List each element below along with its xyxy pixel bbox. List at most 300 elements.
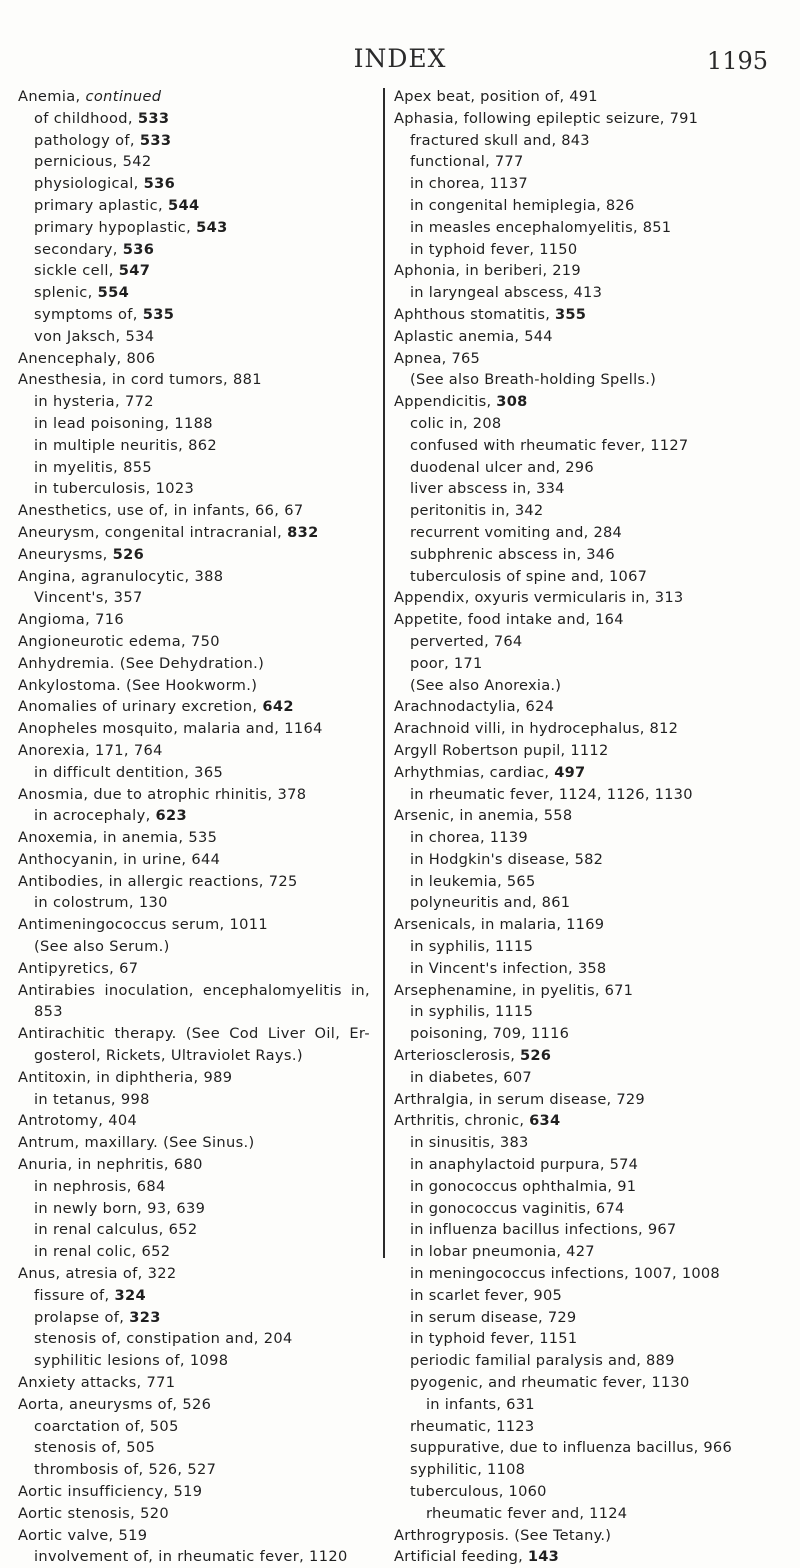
entry-text: Aphasia, following epileptic seizure, 791 — [394, 109, 699, 127]
index-entry — [18, 1394, 378, 1416]
entry-text: in sinusitis, 383 — [410, 1134, 529, 1152]
entry-text: in tuberculosis, 1023 — [34, 480, 195, 498]
entry-text: primary hypoplastic, — [34, 218, 197, 236]
index-subentry — [18, 391, 378, 413]
entry-text: in syphilis, 1115 — [410, 1003, 534, 1021]
entry-text: Aortic insufficiency, 519 — [18, 1483, 203, 1500]
index-entry — [394, 696, 784, 718]
entry-text: in nephrosis, 684 — [34, 1177, 166, 1195]
entry-text: Arteriosclerosis, — [394, 1047, 520, 1065]
page-ref-bold: 526 — [519, 1047, 552, 1065]
page-ref-bold: 536 — [122, 240, 155, 258]
entry-text: Anemia, — [18, 88, 86, 105]
entry-text: Anhydremia. (See Dehydration.) — [18, 654, 265, 672]
index-entry — [394, 86, 784, 108]
index-subentry — [18, 478, 378, 500]
index-subentry — [394, 435, 784, 457]
page-ref-bold: 533 — [137, 109, 170, 127]
index-subentry — [394, 1503, 784, 1525]
entry-text: fissure of, — [34, 1286, 115, 1304]
index-entry — [18, 500, 378, 522]
index-subentry — [394, 1132, 784, 1154]
entry-text: Appetite, food intake and, 164 — [394, 611, 624, 629]
entry-text: Er- — [349, 1025, 370, 1043]
index-subentry — [394, 1285, 784, 1307]
entry-text: Apex beat, position of, 491 — [394, 88, 598, 105]
entry-text: Anoxemia, in anemia, 535 — [18, 829, 218, 847]
index-subentry — [394, 1154, 784, 1176]
index-subentry — [394, 413, 784, 435]
entry-text: Aphthous stomatitis, — [394, 305, 555, 323]
index-subentry — [394, 478, 784, 500]
entry-text: Antipyretics, 67 — [18, 959, 139, 977]
index-entry — [394, 609, 784, 631]
index-entry — [394, 260, 784, 282]
index-entry — [18, 1067, 378, 1089]
entry-text: suppurative, due to influenza bacillus, 966 — [410, 1439, 733, 1457]
index-entry — [18, 718, 378, 740]
column-divider — [383, 88, 385, 1258]
index-subentry — [18, 1198, 378, 1220]
entry-text: in scarlet fever, 905 — [410, 1286, 563, 1304]
entry-text: splenic, — [34, 284, 98, 302]
index-entry — [18, 849, 378, 871]
index-entry — [18, 631, 378, 653]
entry-text: fractured skull and, 843 — [410, 131, 590, 149]
index-entry — [394, 1110, 784, 1132]
entry-text: Antrum, maxillary. (See Sinus.) — [18, 1134, 255, 1152]
entry-text: primary aplastic, — [34, 196, 168, 214]
index-entry-continuation — [394, 675, 784, 697]
entry-text: Arhythmias, cardiac, — [394, 763, 555, 781]
entry-text: poisoning, 709, 1116 — [410, 1025, 570, 1043]
entry-text: therapy. — [114, 1025, 177, 1043]
index-subentry — [394, 631, 784, 653]
index-entry — [18, 566, 378, 588]
entry-text: in lobar pneumonia, 427 — [410, 1243, 595, 1261]
index-subentry — [18, 151, 378, 173]
index-entry — [394, 326, 784, 348]
index-subentry — [18, 217, 378, 239]
index-subentry — [18, 1328, 378, 1350]
entry-text: Argyll Robertson pupil, 1112 — [394, 741, 609, 759]
page-ref-bold: 547 — [118, 262, 151, 280]
index-subentry — [18, 130, 378, 152]
index-subentry — [394, 151, 784, 173]
entry-text: Cod — [229, 1025, 259, 1043]
index-subentry — [18, 457, 378, 479]
entry-text: Appendicitis, — [394, 393, 497, 411]
index-entry — [18, 1503, 378, 1525]
entry-text: Anuria, in nephritis, 680 — [18, 1156, 203, 1174]
entry-text: functional, 777 — [410, 153, 524, 171]
page-ref-bold: 143 — [527, 1548, 560, 1566]
entry-text: Arsephenamine, in pyelitis, 671 — [394, 981, 634, 999]
entry-text: Anthocyanin, in urine, 644 — [18, 850, 221, 868]
index-entry — [394, 108, 784, 130]
entry-text: in chorea, 1139 — [410, 829, 528, 847]
index-subentry — [18, 239, 378, 261]
entry-text: in tetanus, 998 — [34, 1090, 150, 1108]
entry-text: Anopheles mosquito, malaria and, 1164 — [18, 720, 323, 738]
entry-text: in newly born, 93, 639 — [34, 1199, 206, 1217]
header-title: INDEX — [353, 44, 447, 73]
entry-text: in rheumatic fever, 1124, 1126, 1130 — [410, 785, 693, 803]
index-entry — [394, 1546, 784, 1568]
entry-text: Angina, agranulocytic, 388 — [18, 567, 224, 585]
index-subentry — [18, 892, 378, 914]
entry-text: Arthralgia, in serum disease, 729 — [394, 1090, 645, 1108]
index-subentry — [394, 522, 784, 544]
index-entry — [394, 1089, 784, 1111]
entry-text: Angioneurotic edema, 750 — [18, 632, 220, 650]
entry-text: stenosis of, 505 — [34, 1439, 156, 1457]
page-header — [0, 44, 800, 78]
entry-text: in multiple neuritis, 862 — [34, 436, 217, 454]
entry-text: perverted, 764 — [410, 632, 523, 650]
entry-text: tuberculous, 1060 — [410, 1483, 547, 1500]
entry-text: prolapse of, — [34, 1308, 130, 1326]
entry-text: of childhood, — [34, 109, 138, 127]
index-entry — [18, 1154, 378, 1176]
index-subentry — [394, 827, 784, 849]
entry-text: in, — [350, 981, 370, 999]
index-subentry — [18, 1437, 378, 1459]
entry-text: in infants, 631 — [426, 1395, 535, 1413]
index-subentry — [394, 282, 784, 304]
index-subentry — [394, 1416, 784, 1438]
index-entry — [18, 86, 378, 108]
entry-text: Apnea, 765 — [394, 349, 481, 367]
entry-text: Aortic stenosis, 520 — [18, 1504, 169, 1522]
index-subentry — [394, 849, 784, 871]
entry-text: Anomalies of urinary excretion, — [18, 698, 263, 716]
entry-text: (See also Anorexia.) — [410, 676, 562, 694]
index-entry — [394, 1525, 784, 1547]
entry-text: Antrotomy, 404 — [18, 1112, 138, 1130]
entry-text: in leukemia, 565 — [410, 872, 536, 890]
entry-text: Artificial feeding, — [394, 1548, 528, 1566]
entry-text: Ankylostoma. (See Hookworm.) — [18, 676, 258, 694]
index-entry — [18, 1132, 378, 1154]
entry-text: coarctation of, 505 — [34, 1417, 179, 1435]
index-entry-continuation — [394, 369, 784, 391]
index-subentry — [394, 936, 784, 958]
index-subentry — [394, 217, 784, 239]
entry-text: in anaphylactoid purpura, 574 — [410, 1156, 639, 1174]
entry-text: Antirabies — [18, 981, 96, 999]
index-entry-continuation — [18, 1001, 378, 1023]
index-entry — [18, 784, 378, 806]
entry-text: in lead poisoning, 1188 — [34, 414, 213, 432]
index-subentry — [18, 1219, 378, 1241]
entry-text: stenosis of, constipation and, 204 — [34, 1330, 293, 1348]
entry-text: in hysteria, 772 — [34, 393, 154, 411]
page-ref-bold: 324 — [114, 1286, 147, 1304]
index-subentry — [394, 1198, 784, 1220]
entry-text: duodenal ulcer and, 296 — [410, 458, 594, 476]
page-ref-bold: 623 — [155, 807, 188, 825]
entry-text: in difficult dentition, 365 — [34, 763, 224, 781]
entry-text: sickle cell, — [34, 262, 119, 280]
entry-text: Anesthesia, in cord tumors, 881 — [18, 371, 262, 389]
entry-text: Arachnoid villi, in hydrocephalus, 812 — [394, 720, 679, 738]
entry-text: Antimeningococcus serum, 1011 — [18, 916, 269, 934]
entry-text: Antibodies, in allergic reactions, 725 — [18, 872, 298, 890]
index-entry — [18, 871, 378, 893]
entry-text: syphilitic lesions of, 1098 — [34, 1352, 229, 1370]
entry-text: colic in, 208 — [410, 414, 502, 432]
index-subentry — [394, 1394, 784, 1416]
right-column — [394, 86, 784, 1568]
index-subentry — [394, 871, 784, 893]
page-number: 1195 — [706, 47, 768, 75]
index-subentry — [18, 435, 378, 457]
index-subentry — [18, 173, 378, 195]
entry-text: Anorexia, 171, 764 — [18, 741, 163, 759]
index-subentry — [18, 413, 378, 435]
entry-text: in syphilis, 1115 — [410, 938, 534, 956]
index-entry — [18, 696, 378, 718]
entry-text: Aortic valve, 519 — [18, 1526, 148, 1544]
entry-text: Arthrogryposis. (See Tetany.) — [394, 1526, 612, 1544]
index-subentry — [394, 500, 784, 522]
entry-text: Arsenic, in anemia, 558 — [394, 807, 573, 825]
index-entry — [18, 348, 378, 370]
entry-text: Arthritis, chronic, — [394, 1112, 530, 1130]
index-entry — [18, 522, 378, 544]
page-ref-bold: 642 — [262, 698, 294, 716]
index-entry — [394, 1045, 784, 1067]
entry-text: in renal colic, 652 — [34, 1243, 171, 1261]
page-ref-bold: 533 — [139, 131, 172, 149]
index-subentry — [18, 195, 378, 217]
entry-text: encephalomyelitis — [202, 981, 342, 999]
index-entry — [394, 914, 784, 936]
index-subentry — [394, 958, 784, 980]
index-subentry — [394, 1176, 784, 1198]
index-subentry — [394, 1372, 784, 1394]
index-entry — [18, 609, 378, 631]
index-entry — [18, 914, 378, 936]
index-entry — [18, 740, 378, 762]
entry-text: Anosmia, due to atrophic rhinitis, 378 — [18, 785, 307, 803]
index-subentry — [394, 544, 784, 566]
entry-text: (See also Serum.) — [34, 938, 170, 956]
index-entry — [18, 369, 378, 391]
page-ref-bold: 308 — [496, 393, 528, 411]
index-subentry — [394, 1067, 784, 1089]
index-entry — [394, 348, 784, 370]
entry-text: Anus, atresia of, 322 — [18, 1265, 177, 1283]
entry-text: in gonococcus vaginitis, 674 — [410, 1199, 625, 1217]
entry-text: in myelitis, 855 — [34, 458, 152, 476]
entry-text: in typhoid fever, 1151 — [410, 1330, 578, 1348]
index-subentry — [18, 805, 378, 827]
index-subentry — [18, 282, 378, 304]
entry-text: tuberculosis of spine and, 1067 — [410, 567, 648, 585]
entry-text: pernicious, 542 — [34, 153, 152, 171]
index-entry — [18, 958, 378, 980]
entry-text: Angioma, 716 — [18, 611, 124, 629]
index-entry — [18, 980, 370, 1002]
index-subentry — [18, 1241, 378, 1263]
entry-text: in diabetes, 607 — [410, 1068, 532, 1086]
page-ref-bold: 535 — [142, 305, 175, 323]
index-entry — [394, 805, 784, 827]
entry-text: recurrent vomiting and, 284 — [410, 523, 623, 541]
index-subentry — [394, 195, 784, 217]
entry-text: Vincent's, 357 — [34, 589, 143, 607]
entry-text: Anxiety attacks, 771 — [18, 1374, 176, 1392]
entry-text: subphrenic abscess in, 346 — [410, 545, 615, 563]
index-entry — [394, 587, 784, 609]
index-entry — [18, 544, 378, 566]
entry-text: Appendix, oxyuris vermicularis in, 313 — [394, 589, 684, 607]
entry-text: in serum disease, 729 — [410, 1308, 577, 1326]
entry-text: in Vincent's infection, 358 — [410, 959, 607, 977]
entry-text: involvement of, in rheumatic fever, 1120 — [34, 1548, 348, 1566]
entry-text: in renal calculus, 652 — [34, 1221, 198, 1239]
index-subentry — [18, 1459, 378, 1481]
entry-text: (See also Breath-holding Spells.) — [410, 371, 657, 389]
entry-text: Anencephaly, 806 — [18, 349, 156, 367]
page-ref-bold: 526 — [112, 545, 145, 563]
entry-text: in acrocephaly, — [34, 807, 156, 825]
entry-text: Arsenicals, in malaria, 1169 — [394, 916, 605, 934]
index-subentry — [18, 1546, 378, 1568]
page-ref-bold: 832 — [287, 523, 319, 541]
index-subentry — [394, 1481, 784, 1503]
entry-text: Aneurysm, congenital intracranial, — [18, 523, 288, 541]
entry-text: von Jaksch, 534 — [34, 327, 155, 345]
entry-text: symptoms of, — [34, 305, 143, 323]
index-entry — [394, 980, 784, 1002]
index-subentry — [394, 130, 784, 152]
index-entry-continuation — [18, 587, 378, 609]
index-subentry — [18, 1307, 378, 1329]
index-entry — [18, 1525, 378, 1547]
entry-text: polyneuritis and, 861 — [410, 894, 571, 912]
entry-text: liver abscess in, 334 — [410, 480, 565, 498]
entry-text: pyogenic, and rheumatic fever, 1130 — [410, 1374, 690, 1392]
entry-text: secondary, — [34, 240, 123, 258]
index-subentry — [18, 1176, 378, 1198]
index-entry — [18, 1481, 378, 1503]
entry-text: physiological, — [34, 175, 144, 193]
index-subentry — [18, 762, 378, 784]
left-column — [18, 86, 378, 1568]
index-entry — [18, 1372, 378, 1394]
index-subentry — [394, 173, 784, 195]
index-subentry — [394, 653, 784, 675]
page-ref-bold: 355 — [555, 305, 587, 323]
italic-text: continued — [85, 88, 162, 105]
page-ref-bold: 544 — [167, 196, 200, 214]
entry-text: in colostrum, 130 — [34, 894, 168, 912]
index-subentry — [394, 784, 784, 806]
entry-text: Liver — [267, 1025, 306, 1043]
entry-text: periodic familial paralysis and, 889 — [410, 1352, 675, 1370]
index-subentry — [394, 1437, 784, 1459]
entry-text: rheumatic fever and, 1124 — [426, 1504, 628, 1522]
entry-text: confused with rheumatic fever, 1127 — [410, 436, 689, 454]
index-subentry — [18, 260, 378, 282]
index-subentry — [18, 326, 378, 348]
index-subentry — [394, 1459, 784, 1481]
index-entry — [394, 718, 784, 740]
entry-text: in typhoid fever, 1150 — [410, 240, 578, 258]
index-subentry — [394, 1350, 784, 1372]
page-ref-bold: 543 — [196, 218, 228, 236]
entry-text: poor, 171 — [410, 654, 483, 672]
page-ref-bold: 554 — [97, 284, 130, 302]
index-subentry — [394, 457, 784, 479]
index-subentry — [394, 1001, 784, 1023]
page-ref-bold: 634 — [529, 1112, 561, 1130]
entry-text: in meningococcus infections, 1007, 1008 — [410, 1265, 720, 1283]
index-entry — [394, 762, 784, 784]
entry-text: in congenital hemiplegia, 826 — [410, 196, 635, 214]
index-subentry — [394, 1328, 784, 1350]
entry-text: in gonococcus ophthalmia, 91 — [410, 1177, 637, 1195]
index-subentry — [18, 1285, 378, 1307]
entry-text: inoculation, — [104, 981, 194, 999]
entry-text: Aneurysms, — [18, 545, 113, 563]
entry-text: Aplastic anemia, 544 — [394, 327, 553, 345]
entry-text: Antitoxin, in diphtheria, 989 — [18, 1068, 233, 1086]
page-ref-bold: 536 — [143, 175, 176, 193]
page-ref-bold: 497 — [554, 763, 586, 781]
index-entry — [18, 675, 378, 697]
entry-text: Oil, — [314, 1025, 341, 1043]
entry-text: syphilitic, 1108 — [410, 1461, 526, 1479]
index-subentry — [18, 1350, 378, 1372]
index-entry — [394, 740, 784, 762]
index-subentry — [18, 108, 378, 130]
page-ref-bold: 323 — [129, 1308, 161, 1326]
index-entry — [18, 827, 378, 849]
index-subentry — [394, 892, 784, 914]
entry-text: (See — [185, 1025, 221, 1043]
index-subentry — [394, 239, 784, 261]
index-subentry — [394, 1023, 784, 1045]
entry-text: pathology of, — [34, 131, 140, 149]
entry-text: in influenza bacillus infections, 967 — [410, 1221, 677, 1239]
entry-text: Arachnodactylia, 624 — [394, 698, 555, 716]
entry-text: Aphonia, in beriberi, 219 — [394, 262, 581, 280]
index-subentry — [18, 1416, 378, 1438]
entry-text: in chorea, 1137 — [410, 175, 528, 193]
entry-text: 853 — [34, 1003, 63, 1021]
entry-text: in laryngeal abscess, 413 — [410, 284, 603, 302]
entry-text: peritonitis in, 342 — [410, 502, 544, 520]
index-entry-continuation — [18, 936, 378, 958]
index-entry — [18, 653, 378, 675]
entry-text: Anesthetics, use of, in infants, 66, 67 — [18, 502, 304, 520]
index-entry-continuation — [18, 1045, 378, 1067]
entry-text: in Hodgkin's disease, 582 — [410, 850, 604, 868]
index-subentry — [394, 1241, 784, 1263]
index-entry — [394, 391, 784, 413]
index-subentry — [18, 1089, 378, 1111]
index-subentry — [394, 1219, 784, 1241]
entry-text: gosterol, Rickets, Ultraviolet Rays.) — [34, 1047, 303, 1065]
entry-text: rheumatic, 1123 — [410, 1417, 535, 1435]
entry-text: thrombosis of, 526, 527 — [34, 1461, 217, 1479]
index-subentry — [394, 566, 784, 588]
entry-text: Aorta, aneurysms of, 526 — [18, 1395, 212, 1413]
